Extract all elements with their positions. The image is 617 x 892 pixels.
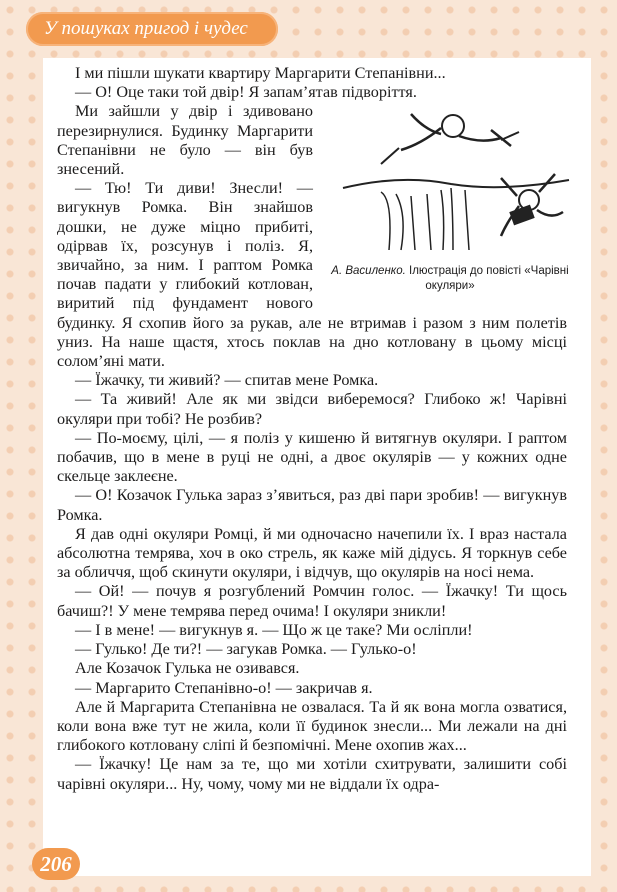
page-number-badge [32,848,80,880]
paragraph: — Гулько! Де ти?! — загукав Ромка. — Гулько-о! [75,640,417,659]
paragraph: — І в мене! — вигукнув я. — Що ж це таке? Ми осліпли! [75,620,473,639]
paragraph: — Ой! — почув я розгублений Ромчин голос. — Їжачку! Ти щось бачиш?! У мене темрява перед очима! І окуляри зникли! [57,582,567,620]
paragraph: І ми пішли шукати квартиру Маргарити Степанівни... [75,64,446,82]
paragraph: — Та живий! Але як ми звідси виберемося? Глибоко ж! Чарівні окуляри при тобі? Не розбив? [57,390,567,428]
story-text [57,64,567,794]
page-number: 206 [40,851,72,876]
paragraph: — О! Оце таки той двір! Я запам’ятав підворіття. [75,83,417,102]
illustration-image [341,104,571,254]
section-header [26,12,278,46]
figure-author: А. Василенко. [331,265,406,278]
paragraph: Ми зайшли у двір і здивовано перезирнулися. Будинку Маргарити Степанівни не було — він був знесений. [57,102,313,179]
paragraph: Але й Маргарита Степанівна не озвалася. Та й як вона могла озватися, коли вона вже тут не жила, коли її будинок знесли... Ми лежали на дні глибокого котловану сліпі й безпомічні. Мене охопив жах... [57,697,567,755]
paragraph: Але Козачок Гулька не озивався. [75,659,300,678]
illustration-figure [327,104,573,308]
paragraph: Я дав одні окуляри Ромці, й ми одночасно начепили їх. І враз настала абсолютна темрява, хоч в око стрель, як каже мій дідусь. Я торкнув себе за обличчя, щоб скинути окуляри, і відчув, що окулярів на носі нема. [57,524,567,582]
paragraph: — Їжачку! Це нам за те, що ми хотіли схитрувати, залишити собі чарівні окуляри... Ну, чому, чому ми не віддали їх одра- [57,755,567,793]
paragraph: — Маргарито Степанівно-о! — закричав я. [75,678,373,697]
paragraph: — О! Козачок Гулька зараз з’явиться, раз дві пари зробив! — вигукнув Ромка. [57,486,567,524]
figure-caption [327,264,573,294]
section-title: У пошуках пригод і чудес [44,18,248,39]
paragraph: — Тю! Ти диви! Знесли! — вигукнув Ромка. Він знайшов дошки, не дуже міцно прибиті, одірвав їх, розсунув і поліз. Я, звичайно, за ним. І раптом Ромка почав падати у глибокий котлован, виритий під фундамент нового будинку. Я схопив його за рукав, але не втримав і разом з ним полетів униз. На наше щастя, хтось поклав на дно котловану в цьому місці солом’яні мати. [57,179,567,371]
paragraph: — Їжачку, ти живий? — спитав мене Ромка. [75,371,379,390]
paragraph: — По-моєму, цілі, — я поліз у кишеню й витягнув окуляри. І раптом побачив, що в мене в руці не одні, а двоє окулярів — у кожних одне скельце заклеєне. [57,428,567,486]
figure-caption-text: Ілюстрація до повісті «Чарівні окуляри» [409,265,569,293]
